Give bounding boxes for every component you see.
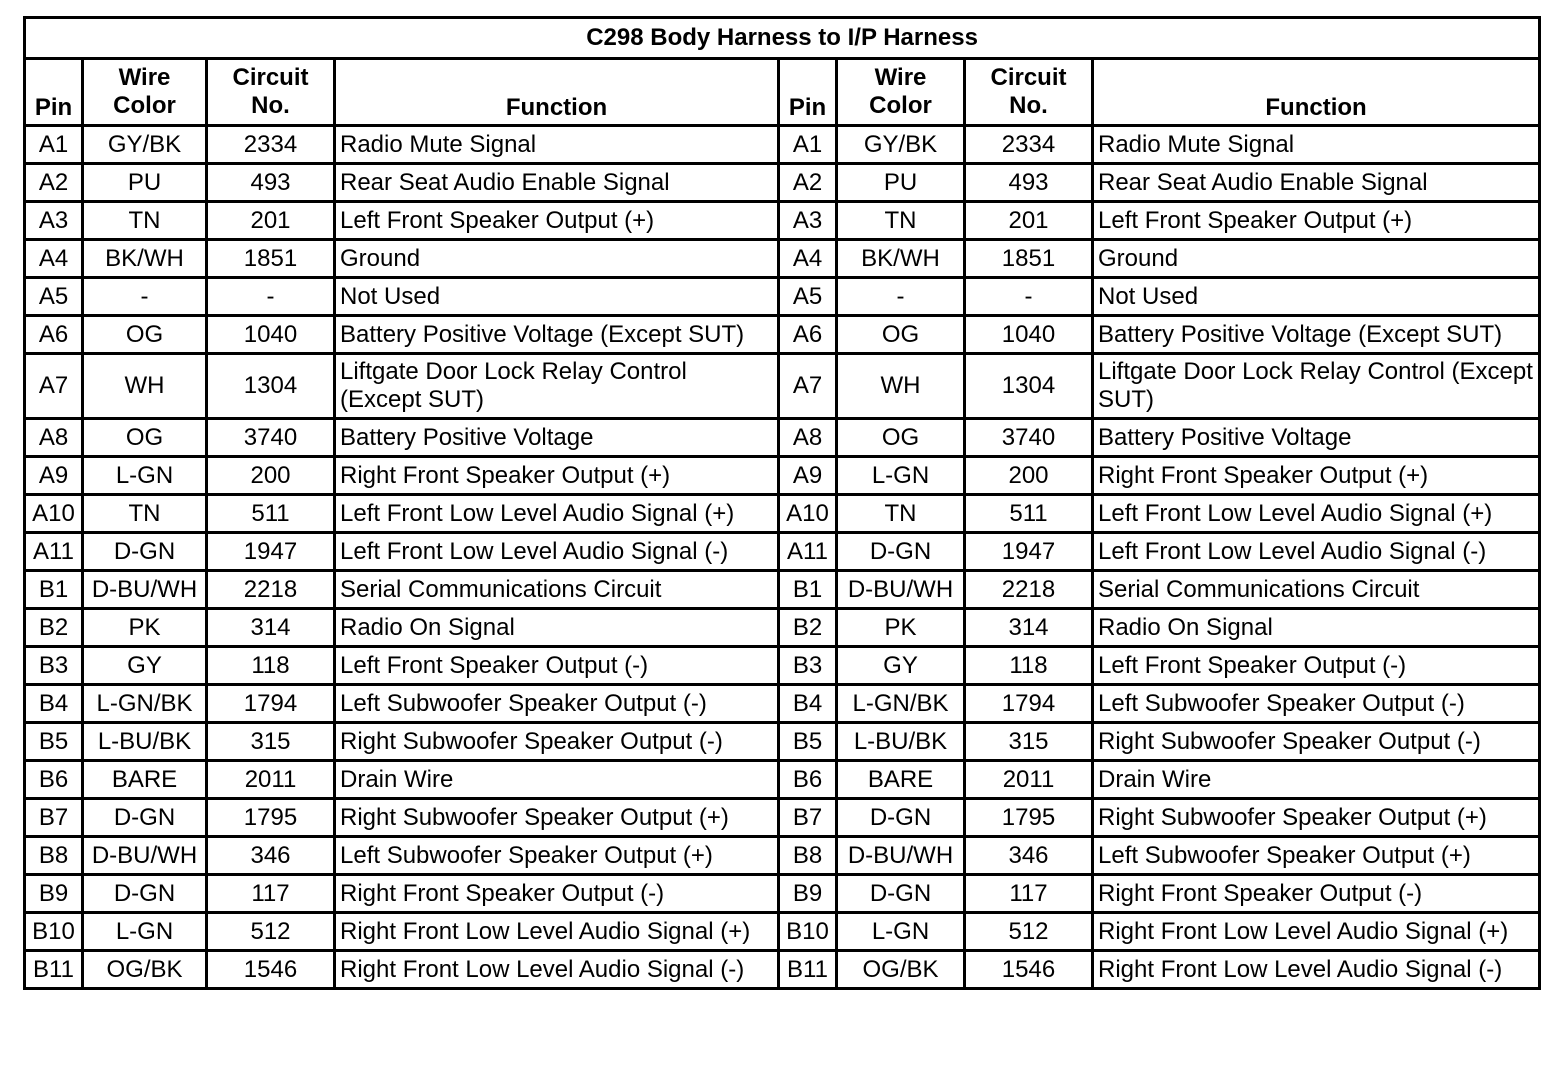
function-cell-left: Left Subwoofer Speaker Output (-): [335, 685, 779, 723]
pin-cell-right: B8: [779, 837, 837, 875]
pin-cell-right: A2: [779, 164, 837, 202]
table-row: [25, 571, 1540, 609]
connector-table-sheet: [23, 16, 1538, 990]
function-cell-left: Left Subwoofer Speaker Output (+): [335, 837, 779, 875]
circuit-number-cell-left: 512: [207, 913, 335, 951]
wire-color-cell-right: TN: [837, 495, 965, 533]
wire-color-cell-right: L-GN: [837, 913, 965, 951]
function-cell-left: Left Front Low Level Audio Signal (-): [335, 533, 779, 571]
wire-color-cell-left: OG: [83, 316, 207, 354]
circuit-number-cell-left: 117: [207, 875, 335, 913]
circuit-number-cell-left: 1304: [207, 354, 335, 419]
table-title: C298 Body Harness to I/P Harness: [25, 18, 1540, 59]
circuit-number-cell-right: 1851: [965, 240, 1093, 278]
function-cell-left: Not Used: [335, 278, 779, 316]
pin-cell-right: A7: [779, 354, 837, 419]
function-cell-left: Right Subwoofer Speaker Output (-): [335, 723, 779, 761]
table-row: [25, 533, 1540, 571]
wire-color-cell-left: OG: [83, 419, 207, 457]
function-cell-right: Right Front Speaker Output (-): [1093, 875, 1540, 913]
pin-cell-left: A11: [25, 533, 83, 571]
circuit-number-cell-right: 314: [965, 609, 1093, 647]
function-cell-left: Right Front Speaker Output (-): [335, 875, 779, 913]
function-cell-right: Liftgate Door Lock Relay Control (Except SUT): [1093, 354, 1540, 419]
circuit-number-cell-left: 2334: [207, 126, 335, 164]
function-cell-left: Liftgate Door Lock Relay Control (Except SUT): [335, 354, 779, 419]
wire-color-cell-left: OG/BK: [83, 951, 207, 989]
pin-cell-right: B2: [779, 609, 837, 647]
pin-cell-right: B11: [779, 951, 837, 989]
circuit-number-cell-left: 2218: [207, 571, 335, 609]
header-wire-color-line1: Wire: [874, 64, 927, 91]
wire-color-cell-left: TN: [83, 202, 207, 240]
pin-cell-left: B2: [25, 609, 83, 647]
circuit-number-cell-left: 511: [207, 495, 335, 533]
header-circuit-line1: Circuit: [232, 64, 309, 91]
circuit-number-cell-left: 1794: [207, 685, 335, 723]
wire-color-cell-right: D-BU/WH: [837, 837, 965, 875]
circuit-number-cell-left: 1546: [207, 951, 335, 989]
circuit-number-cell-right: 512: [965, 913, 1093, 951]
header-wire-color-right: [837, 59, 965, 126]
pin-cell-left: A6: [25, 316, 83, 354]
function-cell-left: Drain Wire: [335, 761, 779, 799]
circuit-number-cell-right: 2334: [965, 126, 1093, 164]
function-cell-left: Ground: [335, 240, 779, 278]
circuit-number-cell-right: 117: [965, 875, 1093, 913]
table-body: [25, 126, 1540, 989]
function-cell-right: Left Front Speaker Output (+): [1093, 202, 1540, 240]
wire-color-cell-right: BARE: [837, 761, 965, 799]
header-pin-left: Pin: [25, 59, 83, 126]
function-cell-right: Left Front Speaker Output (-): [1093, 647, 1540, 685]
wire-color-cell-right: L-GN/BK: [837, 685, 965, 723]
pin-cell-right: A4: [779, 240, 837, 278]
table-row: [25, 240, 1540, 278]
pin-cell-left: B5: [25, 723, 83, 761]
function-cell-right: Radio On Signal: [1093, 609, 1540, 647]
table-row: [25, 419, 1540, 457]
table-row: [25, 837, 1540, 875]
table-row: [25, 316, 1540, 354]
wire-color-cell-left: BK/WH: [83, 240, 207, 278]
pin-cell-right: B5: [779, 723, 837, 761]
pin-cell-left: A5: [25, 278, 83, 316]
table-row: [25, 799, 1540, 837]
circuit-number-cell-right: 315: [965, 723, 1093, 761]
table-row: [25, 202, 1540, 240]
circuit-number-cell-left: 346: [207, 837, 335, 875]
function-cell-right: Battery Positive Voltage (Except SUT): [1093, 316, 1540, 354]
wire-color-cell-right: PU: [837, 164, 965, 202]
wire-color-cell-left: D-BU/WH: [83, 837, 207, 875]
function-cell-left: Right Front Speaker Output (+): [335, 457, 779, 495]
circuit-number-cell-right: 511: [965, 495, 1093, 533]
pin-cell-right: B6: [779, 761, 837, 799]
pin-cell-left: A1: [25, 126, 83, 164]
circuit-number-cell-right: 1795: [965, 799, 1093, 837]
circuit-number-cell-left: 315: [207, 723, 335, 761]
circuit-number-cell-left: 1947: [207, 533, 335, 571]
function-cell-right: Battery Positive Voltage: [1093, 419, 1540, 457]
circuit-number-cell-right: 3740: [965, 419, 1093, 457]
wire-color-cell-right: OG/BK: [837, 951, 965, 989]
table-row: [25, 723, 1540, 761]
circuit-number-cell-right: -: [965, 278, 1093, 316]
function-cell-right: Left Front Low Level Audio Signal (+): [1093, 495, 1540, 533]
pin-cell-left: B6: [25, 761, 83, 799]
function-cell-right: Left Subwoofer Speaker Output (-): [1093, 685, 1540, 723]
wire-color-cell-left: D-GN: [83, 799, 207, 837]
table-row: [25, 495, 1540, 533]
circuit-number-cell-left: 200: [207, 457, 335, 495]
header-pin-right: Pin: [779, 59, 837, 126]
circuit-number-cell-right: 1304: [965, 354, 1093, 419]
wire-color-cell-right: GY: [837, 647, 965, 685]
pin-cell-left: B9: [25, 875, 83, 913]
function-cell-right: Drain Wire: [1093, 761, 1540, 799]
circuit-number-cell-left: 118: [207, 647, 335, 685]
table-row: [25, 126, 1540, 164]
pin-cell-right: A5: [779, 278, 837, 316]
function-cell-left: Battery Positive Voltage (Except SUT): [335, 316, 779, 354]
wire-color-cell-right: OG: [837, 419, 965, 457]
pin-cell-left: B10: [25, 913, 83, 951]
pin-cell-left: A7: [25, 354, 83, 419]
wire-color-cell-right: BK/WH: [837, 240, 965, 278]
header-circuit-line1: Circuit: [990, 64, 1067, 91]
function-cell-left: Radio Mute Signal: [335, 126, 779, 164]
table-row: [25, 951, 1540, 989]
pin-cell-left: B7: [25, 799, 83, 837]
header-circuit-right: [965, 59, 1093, 126]
pin-cell-left: B11: [25, 951, 83, 989]
circuit-number-cell-right: 1546: [965, 951, 1093, 989]
pin-cell-left: A10: [25, 495, 83, 533]
pin-cell-right: B1: [779, 571, 837, 609]
pin-cell-right: B4: [779, 685, 837, 723]
wire-color-cell-left: D-GN: [83, 533, 207, 571]
pin-cell-right: B10: [779, 913, 837, 951]
circuit-number-cell-left: 1851: [207, 240, 335, 278]
wire-color-cell-left: D-BU/WH: [83, 571, 207, 609]
pin-cell-right: A1: [779, 126, 837, 164]
wire-color-cell-left: -: [83, 278, 207, 316]
wire-color-cell-right: D-GN: [837, 799, 965, 837]
pin-cell-right: A11: [779, 533, 837, 571]
circuit-number-cell-right: 1794: [965, 685, 1093, 723]
pin-cell-left: B3: [25, 647, 83, 685]
circuit-number-cell-left: 314: [207, 609, 335, 647]
function-cell-left: Left Front Low Level Audio Signal (+): [335, 495, 779, 533]
wire-color-cell-left: GY/BK: [83, 126, 207, 164]
table-row: [25, 278, 1540, 316]
pin-cell-left: A9: [25, 457, 83, 495]
function-cell-right: Left Front Low Level Audio Signal (-): [1093, 533, 1540, 571]
header-function-right: Function: [1093, 59, 1540, 126]
circuit-number-cell-left: -: [207, 278, 335, 316]
pin-cell-left: A2: [25, 164, 83, 202]
table-row: [25, 875, 1540, 913]
circuit-number-cell-right: 1040: [965, 316, 1093, 354]
header-circuit-left: [207, 59, 335, 126]
pin-cell-right: A9: [779, 457, 837, 495]
circuit-number-cell-left: 1040: [207, 316, 335, 354]
wire-color-cell-left: BARE: [83, 761, 207, 799]
function-cell-left: Radio On Signal: [335, 609, 779, 647]
function-cell-right: Not Used: [1093, 278, 1540, 316]
circuit-number-cell-left: 201: [207, 202, 335, 240]
circuit-number-cell-left: 2011: [207, 761, 335, 799]
function-cell-right: Ground: [1093, 240, 1540, 278]
pin-cell-left: A4: [25, 240, 83, 278]
wire-color-cell-left: L-BU/BK: [83, 723, 207, 761]
wire-color-cell-right: GY/BK: [837, 126, 965, 164]
pin-cell-left: A3: [25, 202, 83, 240]
function-cell-right: Right Front Speaker Output (+): [1093, 457, 1540, 495]
function-cell-right: Rear Seat Audio Enable Signal: [1093, 164, 1540, 202]
table-row: [25, 609, 1540, 647]
pin-cell-right: A6: [779, 316, 837, 354]
header-circuit-line2: No.: [251, 92, 290, 119]
function-cell-right: Right Front Low Level Audio Signal (+): [1093, 913, 1540, 951]
pin-cell-left: B4: [25, 685, 83, 723]
header-row: [25, 59, 1540, 126]
wire-color-cell-left: D-GN: [83, 875, 207, 913]
wire-color-cell-left: PU: [83, 164, 207, 202]
wire-color-cell-right: D-GN: [837, 875, 965, 913]
wire-color-cell-left: TN: [83, 495, 207, 533]
circuit-number-cell-right: 2218: [965, 571, 1093, 609]
function-cell-right: Right Front Low Level Audio Signal (-): [1093, 951, 1540, 989]
header-wire-color-line2: Color: [869, 92, 932, 119]
wire-color-cell-right: WH: [837, 354, 965, 419]
function-cell-left: Serial Communications Circuit: [335, 571, 779, 609]
circuit-number-cell-right: 201: [965, 202, 1093, 240]
circuit-number-cell-left: 3740: [207, 419, 335, 457]
table-row: [25, 647, 1540, 685]
pin-cell-right: A3: [779, 202, 837, 240]
function-cell-right: Right Subwoofer Speaker Output (+): [1093, 799, 1540, 837]
wire-color-cell-left: L-GN: [83, 457, 207, 495]
circuit-number-cell-right: 200: [965, 457, 1093, 495]
circuit-number-cell-right: 493: [965, 164, 1093, 202]
table-row: [25, 164, 1540, 202]
pin-cell-right: B9: [779, 875, 837, 913]
connector-pinout-table: [23, 16, 1541, 990]
function-cell-right: Serial Communications Circuit: [1093, 571, 1540, 609]
table-row: [25, 457, 1540, 495]
wire-color-cell-right: L-GN: [837, 457, 965, 495]
function-cell-left: Right Front Low Level Audio Signal (+): [335, 913, 779, 951]
wire-color-cell-right: D-BU/WH: [837, 571, 965, 609]
circuit-number-cell-right: 2011: [965, 761, 1093, 799]
wire-color-cell-left: L-GN/BK: [83, 685, 207, 723]
header-wire-color-left: [83, 59, 207, 126]
table-row: [25, 685, 1540, 723]
header-circuit-line2: No.: [1009, 92, 1048, 119]
circuit-number-cell-left: 1795: [207, 799, 335, 837]
wire-color-cell-right: -: [837, 278, 965, 316]
pin-cell-left: A8: [25, 419, 83, 457]
pin-cell-right: A10: [779, 495, 837, 533]
wire-color-cell-right: OG: [837, 316, 965, 354]
circuit-number-cell-left: 493: [207, 164, 335, 202]
wire-color-cell-left: WH: [83, 354, 207, 419]
circuit-number-cell-right: 1947: [965, 533, 1093, 571]
function-cell-right: Left Subwoofer Speaker Output (+): [1093, 837, 1540, 875]
function-cell-left: Battery Positive Voltage: [335, 419, 779, 457]
table-row: [25, 354, 1540, 419]
circuit-number-cell-right: 346: [965, 837, 1093, 875]
pin-cell-left: B8: [25, 837, 83, 875]
header-wire-color-line1: Wire: [118, 64, 171, 91]
function-cell-left: Right Front Low Level Audio Signal (-): [335, 951, 779, 989]
wire-color-cell-right: D-GN: [837, 533, 965, 571]
function-cell-left: Left Front Speaker Output (+): [335, 202, 779, 240]
header-function-left: Function: [335, 59, 779, 126]
function-cell-left: Rear Seat Audio Enable Signal: [335, 164, 779, 202]
pin-cell-right: B7: [779, 799, 837, 837]
table-row: [25, 913, 1540, 951]
function-cell-right: Right Subwoofer Speaker Output (-): [1093, 723, 1540, 761]
pin-cell-right: B3: [779, 647, 837, 685]
wire-color-cell-right: L-BU/BK: [837, 723, 965, 761]
function-cell-left: Left Front Speaker Output (-): [335, 647, 779, 685]
wire-color-cell-right: TN: [837, 202, 965, 240]
wire-color-cell-left: L-GN: [83, 913, 207, 951]
wire-color-cell-right: PK: [837, 609, 965, 647]
circuit-number-cell-right: 118: [965, 647, 1093, 685]
function-cell-left: Right Subwoofer Speaker Output (+): [335, 799, 779, 837]
header-wire-color-line2: Color: [113, 92, 176, 119]
wire-color-cell-left: PK: [83, 609, 207, 647]
pin-cell-right: A8: [779, 419, 837, 457]
pin-cell-left: B1: [25, 571, 83, 609]
table-row: [25, 761, 1540, 799]
function-cell-right: Radio Mute Signal: [1093, 126, 1540, 164]
wire-color-cell-left: GY: [83, 647, 207, 685]
